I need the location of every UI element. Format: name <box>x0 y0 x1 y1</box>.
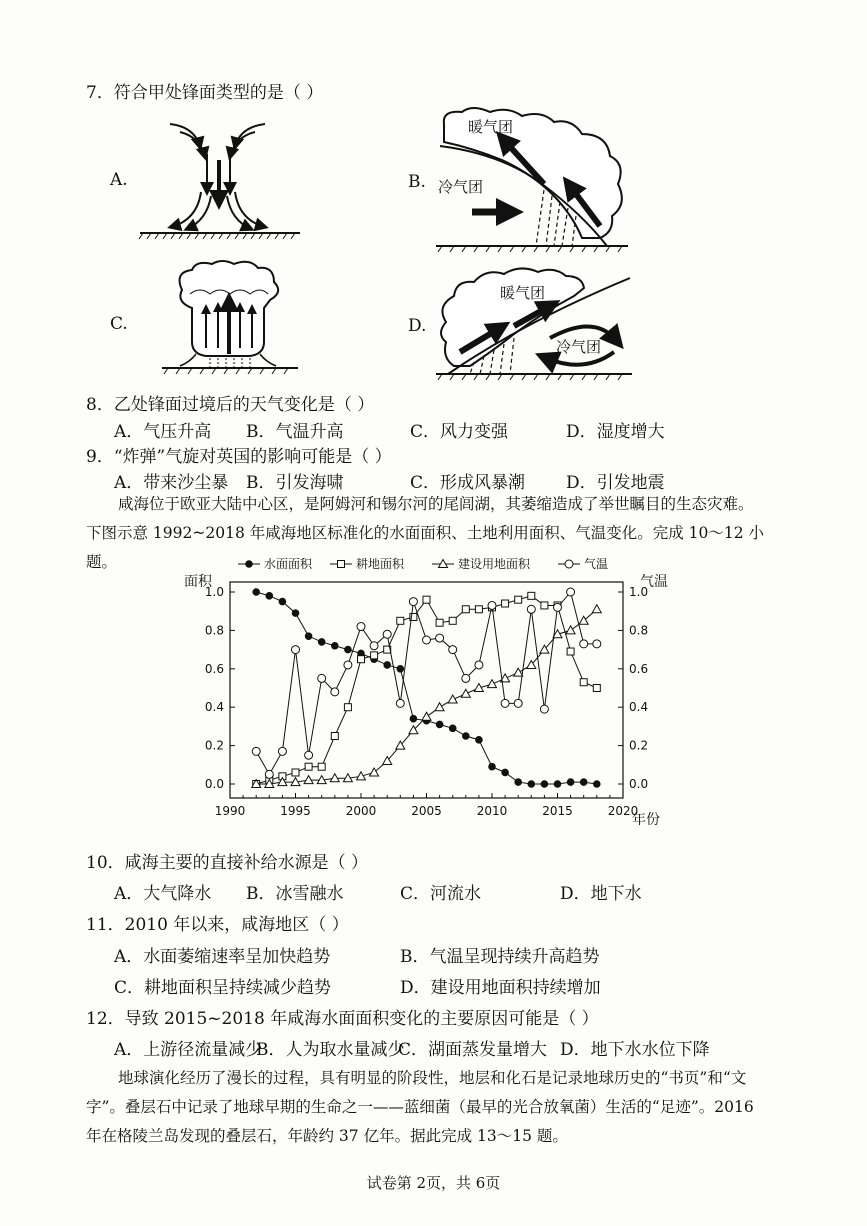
data-point <box>436 619 443 626</box>
legend-marker <box>565 560 573 568</box>
data-point <box>330 774 339 782</box>
data-point <box>528 592 535 599</box>
data-point <box>514 668 523 676</box>
data-point <box>502 600 509 607</box>
data-point <box>463 733 470 740</box>
passage-stromatolite <box>86 1064 786 1151</box>
data-point <box>541 781 548 788</box>
y-tick-label-right: 0.0 <box>629 777 649 791</box>
q10-option-b: B．冰雪融水 <box>246 884 344 904</box>
data-point <box>488 680 497 688</box>
data-point <box>594 781 601 788</box>
q8-option-c: C．风力变强 <box>410 422 509 442</box>
chart-legend <box>238 556 608 571</box>
figure-d-cold-mass-label: 冷气团 <box>556 338 602 356</box>
data-point <box>580 640 588 648</box>
data-point <box>514 699 522 707</box>
figure-c-rising-air <box>160 258 300 378</box>
data-point <box>252 747 260 755</box>
data-point <box>435 703 444 711</box>
legend-marker <box>338 561 345 568</box>
y-tick-label-left: 0.0 <box>204 777 224 791</box>
y-tick-label-right: 0.4 <box>629 700 649 715</box>
y-tick-label-left: 0.8 <box>204 623 224 638</box>
series-1 <box>253 592 601 787</box>
y-tick-label-left: 0.2 <box>204 738 224 753</box>
data-point <box>344 661 352 669</box>
q10-stem: 10．咸海主要的直接补给水源是（ ） <box>86 853 369 873</box>
data-point <box>357 623 365 631</box>
figure-b-warm-mass-label: 暖气团 <box>468 118 514 136</box>
data-point <box>449 617 456 624</box>
legend-marker <box>246 561 253 568</box>
series-line <box>256 592 597 774</box>
data-point <box>370 642 378 650</box>
chart-left-axis-label: 面积 <box>184 574 212 590</box>
data-point <box>305 763 312 770</box>
q8-option-b: B．气温升高 <box>246 422 344 442</box>
figure-d-warm-mass-label: 暖气团 <box>500 284 546 302</box>
data-point <box>383 630 391 638</box>
q8-stem: 8．乙处锋面过境后的天气变化是（ ） <box>86 395 375 415</box>
figure-b-cold-mass-label: 冷气团 <box>438 178 484 196</box>
legend-label: 气温 <box>584 557 609 571</box>
data-point <box>305 633 312 640</box>
data-point <box>462 674 470 682</box>
chart-right-axis-label: 气温 <box>640 574 668 590</box>
data-point <box>397 617 404 624</box>
data-point <box>515 779 522 786</box>
x-tick-label: 2000 <box>345 804 377 818</box>
data-point <box>554 781 561 788</box>
data-point <box>449 646 457 654</box>
chart-x-axis-label: 年份 <box>632 812 660 828</box>
y-tick-label-left: 0.6 <box>204 661 224 676</box>
data-point <box>266 593 273 600</box>
q10-option-c: C．河流水 <box>400 884 482 904</box>
figure-b-cold-front <box>432 104 632 256</box>
y-tick-label-left: 0.4 <box>204 700 224 715</box>
legend-label: 耕地面积 <box>356 557 405 571</box>
data-point <box>527 605 535 613</box>
q11-option-d: D．建设用地面积持续增加 <box>400 978 601 998</box>
data-point <box>278 747 286 755</box>
q11-option-c: C．耕地面积呈持续减少趋势 <box>114 978 332 998</box>
y-tick-label-right: 1.0 <box>629 585 649 599</box>
q9-option-a: A．带来沙尘暴 <box>114 473 229 493</box>
q8-option-a: A．气压升高 <box>114 422 212 442</box>
data-point <box>554 603 562 611</box>
page-footer: 试卷第 2页，共 6页 <box>366 1174 501 1192</box>
x-tick-label: 2005 <box>411 804 442 818</box>
data-point <box>488 601 496 609</box>
q9-option-b: B．引发海啸 <box>246 473 344 493</box>
data-point <box>345 646 352 653</box>
series-3 <box>252 588 601 778</box>
data-point <box>305 751 313 759</box>
y-tick-label-right: 0.2 <box>629 738 649 753</box>
data-point <box>318 674 326 682</box>
data-point <box>331 733 338 740</box>
data-point <box>423 596 430 603</box>
data-point <box>279 598 286 605</box>
data-point <box>592 605 601 613</box>
q7-option-c-label: C. <box>110 314 128 334</box>
x-tick-label: 2010 <box>476 804 508 818</box>
y-tick-label-right: 0.6 <box>629 661 649 676</box>
figure-d-warm-front <box>434 262 634 384</box>
data-point <box>541 602 548 609</box>
data-point <box>502 769 509 776</box>
q10-option-d: D．地下水 <box>560 884 642 904</box>
data-point <box>528 781 535 788</box>
data-point <box>501 699 509 707</box>
data-point <box>436 721 443 728</box>
data-point <box>409 598 417 606</box>
legend-label: 建设用地面积 <box>458 557 531 571</box>
data-point <box>332 642 339 649</box>
data-point <box>423 636 431 644</box>
data-point <box>331 688 339 696</box>
q7-option-a-label: A. <box>110 170 128 190</box>
data-point <box>462 606 469 613</box>
data-point <box>593 685 600 692</box>
data-point <box>567 779 574 786</box>
data-point <box>461 689 470 697</box>
q12-option-b: B．人为取水量减少 <box>256 1040 405 1060</box>
passage-stromatolite-line-2: 字”。叠层石中记录了地球早期的生命之一——蓝细菌（最早的光合放氧菌）生活的“足迹”。2016 <box>86 1098 754 1116</box>
q12-option-d: D．地下水水位下降 <box>560 1040 710 1060</box>
data-point <box>292 769 299 776</box>
q11-stem: 11．2010 年以来，咸海地区（ ） <box>86 915 349 935</box>
data-point <box>410 715 417 722</box>
q12-stem: 12．导致 2015~2018 年咸海水面面积变化的主要原因可能是（ ） <box>86 1009 599 1029</box>
x-tick-label: 2015 <box>542 804 573 818</box>
passage-stromatolite-line-3: 年在格陵兰岛发现的叠层石，年龄约 37 亿年。据此完成 13～15 题。 <box>86 1127 568 1145</box>
data-point <box>397 666 404 673</box>
data-point <box>475 661 483 669</box>
y-tick-label-right: 0.8 <box>629 623 649 638</box>
chart-plot-frame <box>230 582 623 798</box>
passage-stromatolite-line-1: 地球演化经历了漫长的过程，具有明显的阶段性，地层和化石是记录地球历史的“书页”和“文 <box>118 1069 747 1087</box>
figure-a-descending-air <box>135 112 305 242</box>
q9-option-c: C．形成风暴潮 <box>410 473 526 493</box>
x-tick-label: 2020 <box>607 804 639 818</box>
data-point <box>396 699 404 707</box>
data-point <box>344 704 351 711</box>
data-point <box>540 705 548 713</box>
data-point <box>476 737 483 744</box>
data-point <box>371 652 378 659</box>
legend-label: 水面面积 <box>264 557 313 571</box>
data-point <box>292 610 299 617</box>
data-point <box>384 662 391 669</box>
q11-option-b: B．气温呈现持续升高趋势 <box>400 947 600 967</box>
data-point <box>515 596 522 603</box>
data-point <box>436 634 444 642</box>
data-point <box>475 606 482 613</box>
y-tick-label-left: 1.0 <box>204 585 224 599</box>
q7-stem: 7．符合甲处锋面类型的是（ ） <box>86 83 324 103</box>
passage-aral-line-2: 下图示意 1992~2018 年咸海地区标准化的水面面积、土地利用面积、气温变化。完成 10～12 小题。 <box>86 524 765 571</box>
data-point <box>358 656 365 663</box>
series-2 <box>252 605 602 788</box>
data-point <box>265 770 273 778</box>
q12-option-a: A．上游径流量减少 <box>114 1040 263 1060</box>
data-point <box>449 725 456 732</box>
data-point <box>580 679 587 686</box>
q9-stem: 9．“炸弹”气旋对英国的影响可能是（ ） <box>86 447 392 467</box>
data-point <box>318 639 325 646</box>
data-point <box>489 763 496 770</box>
data-point <box>422 712 431 720</box>
data-point <box>253 589 260 596</box>
data-point <box>566 626 575 634</box>
data-point <box>567 588 575 596</box>
data-point <box>567 648 574 655</box>
q8-option-d: D．湿度增大 <box>566 422 665 442</box>
q7-option-d-label: D. <box>408 316 427 336</box>
q9-option-d: D．引发地震 <box>566 473 665 493</box>
data-point <box>318 763 325 770</box>
q12-option-c: C．湖面蒸发量增大 <box>398 1040 548 1060</box>
aral-sea-line-chart <box>180 552 690 837</box>
x-tick-label: 1990 <box>214 804 246 818</box>
q10-option-a: A．大气降水 <box>114 884 212 904</box>
data-point <box>580 779 587 786</box>
data-point <box>448 695 457 703</box>
q7-option-b-label: B. <box>408 172 426 192</box>
data-point <box>292 646 300 654</box>
data-point <box>593 640 601 648</box>
q11-option-a: A．水面萎缩速率呈加快趋势 <box>114 947 331 967</box>
passage-aral-line-1: 咸海位于欧亚大陆中心区，是阿姆河和锡尔河的尾闾湖，其萎缩造成了举世瞩目的生态灾难。 <box>118 495 754 513</box>
x-tick-label: 1995 <box>280 804 311 818</box>
